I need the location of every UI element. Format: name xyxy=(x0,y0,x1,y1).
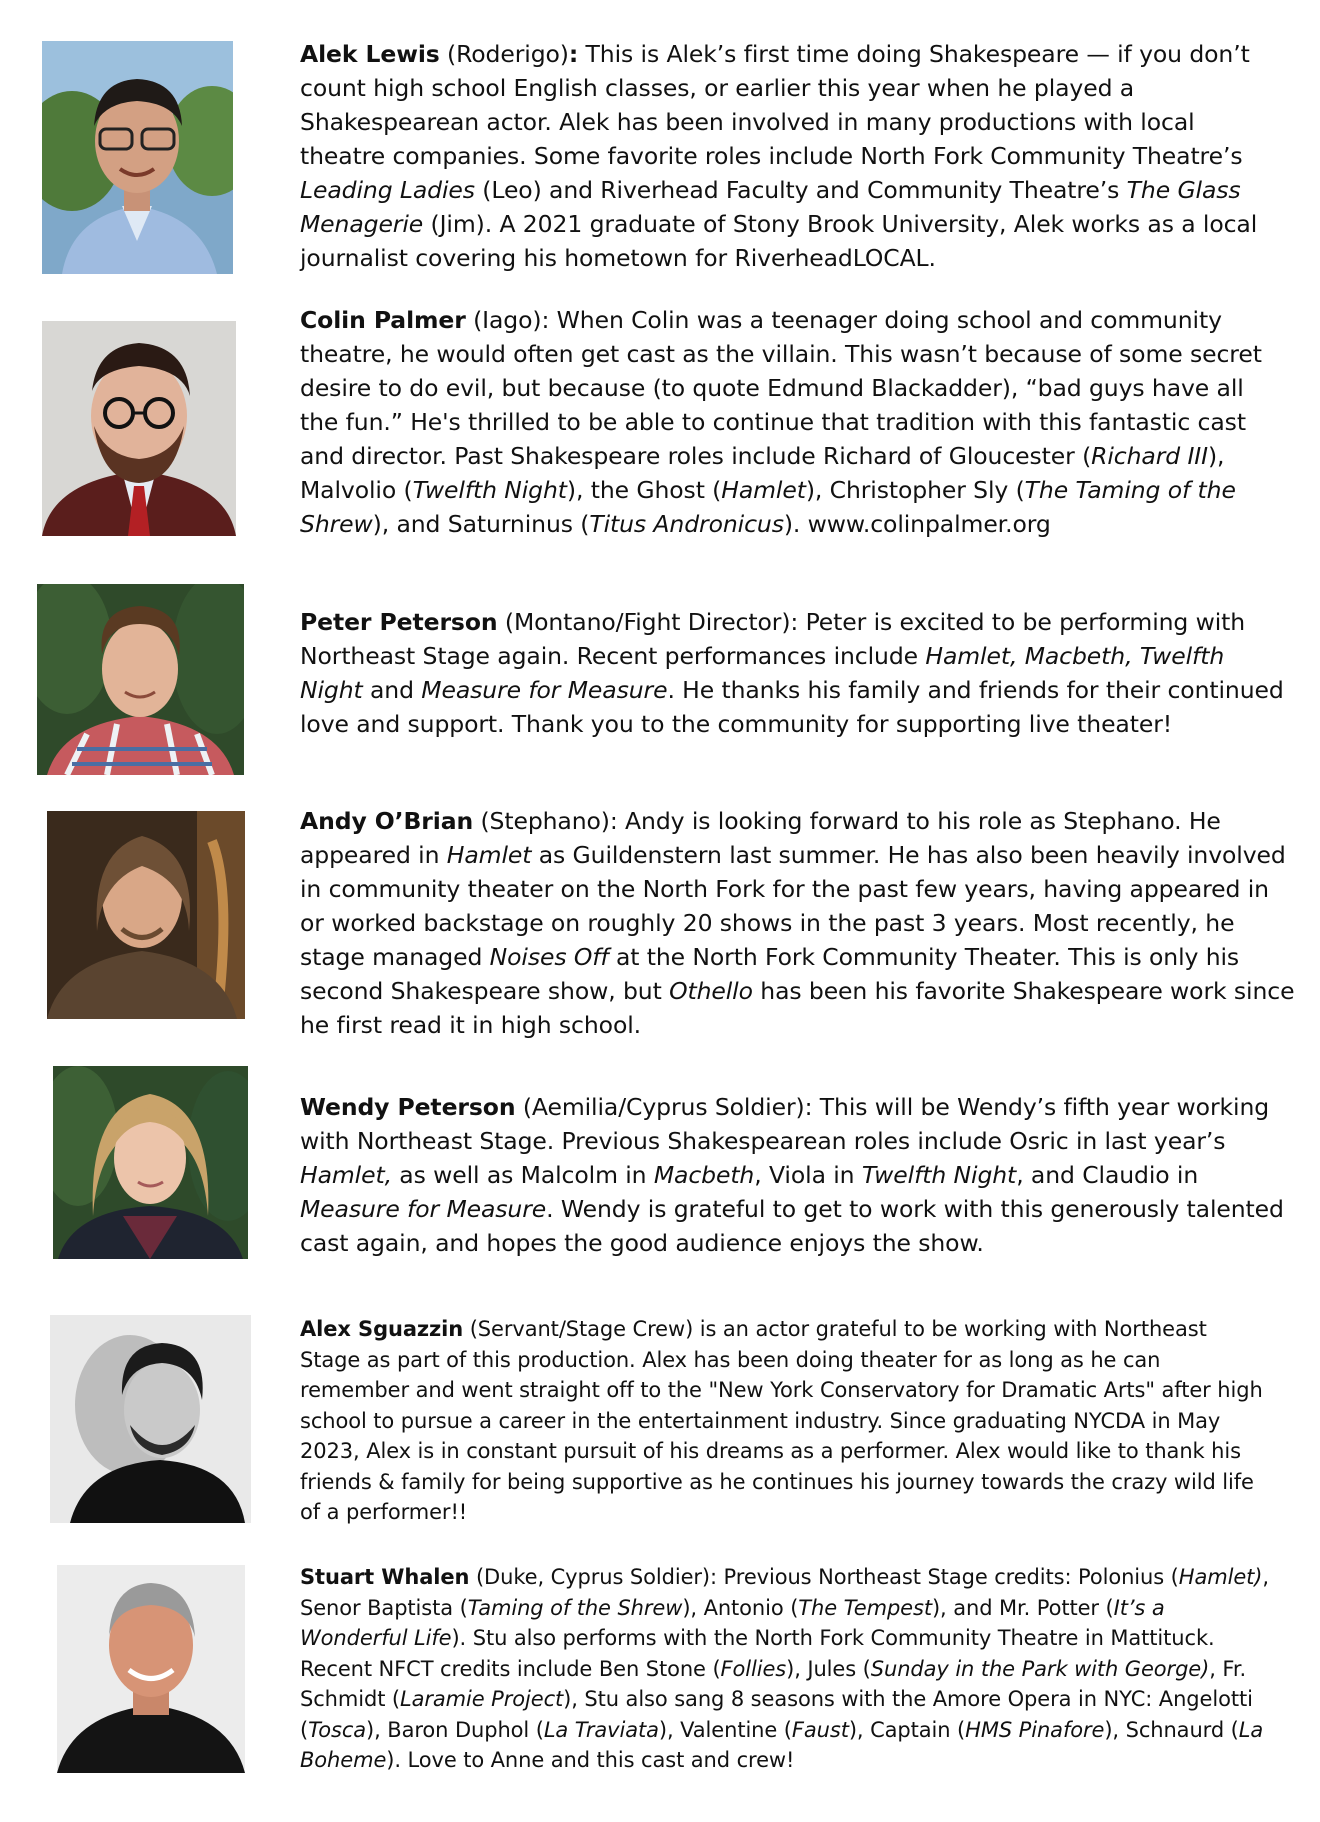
bio-text-run: ), the Ghost ( xyxy=(566,476,722,504)
headshot-photo-andy-obrian xyxy=(47,811,245,1019)
bio-text-run: ). www.colinpalmer.org xyxy=(783,510,1051,538)
bio-text-stuart-whalen xyxy=(300,1562,1270,1776)
bio-text-run: has been his favorite Shakespeare work since he first read it in high school. xyxy=(300,977,1295,1039)
production-title: The Glass Menagerie xyxy=(300,176,1241,238)
production-title: The Taming of the Shrew xyxy=(300,476,1236,538)
bio-text-run: ), Malvolio ( xyxy=(300,442,1225,504)
headshot-photo-wendy-peterson xyxy=(53,1066,248,1259)
production-title: La Traviata xyxy=(543,1717,659,1742)
bio-text-wendy-peterson xyxy=(300,1090,1285,1260)
production-title: Hamlet, xyxy=(300,1161,392,1189)
headshot-photo-peter-peterson xyxy=(37,584,244,775)
production-title: It’s a Wonderful Life xyxy=(300,1595,1165,1650)
performer-name: Stuart Whalen xyxy=(300,1565,470,1589)
production-title: Noises Off xyxy=(489,943,609,971)
production-title: Hamlet, Macbeth, Twelfth Night xyxy=(300,642,1225,704)
production-title: Follies xyxy=(720,1656,787,1681)
bio-text-run: at the North Fork Community Theater. This is only his second Shakespeare show, but xyxy=(300,943,1240,1005)
bio-text-run: ), Schnaurd ( xyxy=(1104,1717,1239,1742)
bio-text-run: This is Alek’s first time doing Shakespeare — if you don’t count high school English classes, or earlier this year when he played a Shakespearean actor. Alek has been involved in many productions with local theatre companies. Some favorite roles include North Fork Community Theatre’s xyxy=(300,40,1250,170)
production-title: Hamlet xyxy=(721,476,806,504)
performer-name: Alek Lewis xyxy=(300,40,440,68)
production-title: Measure for Measure xyxy=(300,1195,547,1223)
bio-text-run: (Leo) and Riverhead Faculty and Community Theatre’s xyxy=(474,176,1127,204)
bio-text-run: (Jim). A 2021 graduate of Stony Brook University, Alek works as a local journalist covering his hometown for RiverheadLOCAL. xyxy=(300,210,1258,272)
production-title: Tosca xyxy=(308,1717,367,1742)
bio-text-run: (Iago): When Colin was a teenager doing school and community theatre, he would often get cast as the villain. This wasn’t because of some secret desire to do evil, but because (to quote Edmund Blackadder), “bad guys have all the fun.” He's thrilled to be able to continue that tradition with this fantastic cast and director. Past Shakespeare roles include Richard of Gloucester ( xyxy=(300,306,1262,470)
performer-name: Andy O’Brian xyxy=(300,807,474,835)
bio-text-run: ). Stu also performs with the North Fork Community Theatre in Mattituck. Recent NFCT credits include Ben Stone ( xyxy=(300,1626,1215,1681)
bio-text-run: (Servant/Stage Crew) is an actor grateful to be working with Northeast Stage as part of this production. Alex has been doing theater for as long as he can remember and went straight off to the "New York Conservatory for Dramatic Arts" after high school to pursue a career in the entertainment industry. Since graduating NYCDA in May 2023, Alex is in constant pursuit of his dreams as a performer. Alex would like to thank his friends & family for being supportive as he continues his journey towards the crazy wild life of a performer!! xyxy=(300,1317,1263,1524)
bio-text-run: , and Claudio in xyxy=(1016,1161,1199,1189)
production-title: La Boheme xyxy=(300,1717,1264,1772)
bio-text-run: ), Captain ( xyxy=(848,1717,966,1742)
bio-text-run: (Montano/Fight Director): Peter is excited to be performing with Northeast Stage again. Recent performances include xyxy=(300,608,1246,670)
production-title: Hamlet xyxy=(446,841,532,869)
production-title: Titus Andronicus xyxy=(589,510,784,538)
bio-text-run: ), Christopher Sly ( xyxy=(805,476,1025,504)
performer-name: Peter Peterson xyxy=(300,608,498,636)
bio-text-run: , Senor Baptista ( xyxy=(300,1565,1269,1620)
production-title: Laramie Project xyxy=(400,1687,564,1711)
bio-text-run: , Viola in xyxy=(754,1161,862,1189)
bio-text-run: ), Stu also sang 8 seasons with the Amore Opera in NYC: Angelotti ( xyxy=(300,1687,1253,1742)
performer-name: Alex Sguazzin xyxy=(300,1317,464,1341)
bio-text-run: (Aemilia/Cyprus Soldier): This will be Wendy’s fifth year working with Northeast Stage. Previous Shakespearean roles include Osric in last year’s xyxy=(300,1093,1270,1155)
production-title: Twelfth Night xyxy=(412,476,567,504)
bio-text-alek-lewis xyxy=(300,37,1285,275)
production-title: Macbeth xyxy=(653,1161,755,1189)
production-title: Leading Ladies xyxy=(300,176,475,204)
performer-name: Colin Palmer xyxy=(300,306,466,334)
bio-text-run: and xyxy=(362,676,422,704)
bio-text-run: ), Valentine ( xyxy=(658,1717,792,1742)
bio-text-run: (Roderigo) xyxy=(439,40,569,68)
performer-name: : xyxy=(568,40,579,68)
bio-text-run: ), Baron Duphol ( xyxy=(366,1717,544,1742)
headshot-photo-stuart-whalen xyxy=(57,1565,245,1773)
bio-text-run: ), and Saturninus ( xyxy=(372,510,590,538)
bio-text-run: (Stephano): Andy is looking forward to his role as Stephano. He appeared in xyxy=(300,807,1221,869)
performer-name: Wendy Peterson xyxy=(300,1093,516,1121)
bio-text-run: as well as Malcolm in xyxy=(391,1161,654,1189)
headshot-photo-alek-lewis xyxy=(42,41,233,274)
bio-text-run: ). Love to Anne and this cast and crew! xyxy=(386,1748,795,1772)
bio-text-run: ), and Mr. Potter ( xyxy=(931,1595,1114,1620)
bio-text-colin-palmer xyxy=(300,303,1285,541)
bio-text-alex-sguazzin xyxy=(300,1314,1270,1528)
bio-text-run: . Wendy is grateful to get to work with this generously talented cast again, and hopes the good audience enjoys the show. xyxy=(300,1195,1284,1257)
bio-text-andy-obrian xyxy=(300,804,1300,1042)
bio-text-run: as Guildenstern last summer. He has also been heavily involved in community theater on the North Fork for the past few years, having appeared in or worked backstage on roughly 20 shows in the past 3 years. Most recently, he stage managed xyxy=(300,841,1286,971)
production-title: Faust xyxy=(791,1717,849,1742)
production-title: Taming of the Shrew xyxy=(467,1595,683,1620)
bio-text-run: , Fr. Schmidt ( xyxy=(300,1656,1247,1711)
bio-text-run: ), Antonio ( xyxy=(682,1595,799,1620)
production-title: Sunday in the Park with George) xyxy=(870,1656,1210,1681)
headshot-photo-alex-sguazzin xyxy=(50,1315,251,1523)
production-title: HMS Pinafore xyxy=(965,1717,1105,1742)
bio-text-run: (Duke, Cyprus Soldier): Previous Northeast Stage credits: Polonius ( xyxy=(469,1565,1179,1589)
bio-text-run: . He thanks his family and friends for their continued love and support. Thank you to the community for supporting live theater! xyxy=(300,676,1284,738)
production-title: Hamlet) xyxy=(1178,1565,1263,1589)
bio-text-run: ), Jules ( xyxy=(786,1656,871,1681)
bio-text-peter-peterson xyxy=(300,605,1285,741)
production-title: The Tempest xyxy=(798,1595,932,1620)
production-title: Richard III xyxy=(1091,442,1208,470)
production-title: Twelfth Night xyxy=(861,1161,1017,1189)
production-title: Othello xyxy=(669,977,753,1005)
headshot-photo-colin-palmer xyxy=(42,321,236,536)
production-title: Measure for Measure xyxy=(421,676,668,704)
